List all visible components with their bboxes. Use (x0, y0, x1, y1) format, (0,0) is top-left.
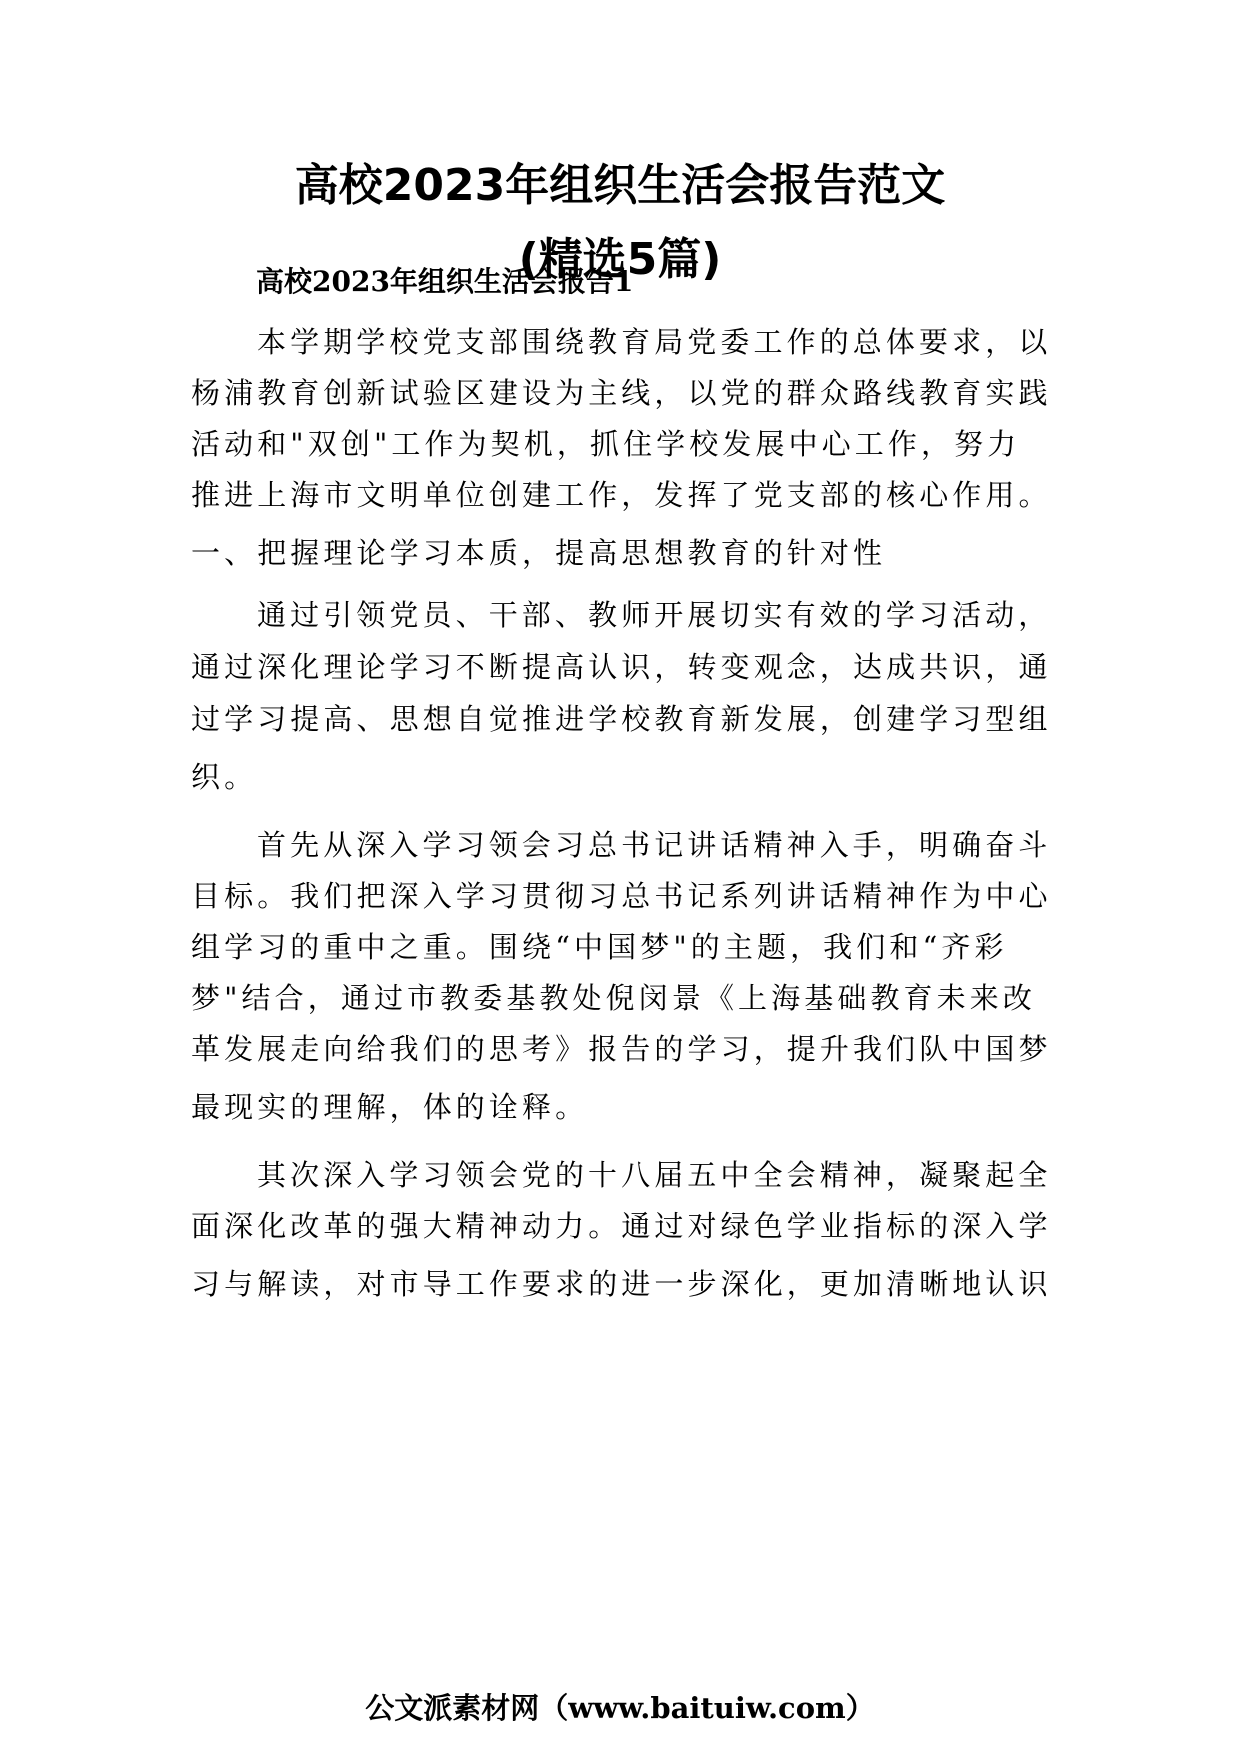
body-line: 首先从深入学习领会习总书记讲话精神入手，明确奋斗 (257, 828, 1052, 862)
body-line: 组学习的重中之重。围绕“中国梦"的主题，我们和“齐彩 (191, 930, 1008, 964)
body-line: 杨浦教育创新试验区建设为主线，以党的群众路线教育实践 (191, 376, 1052, 410)
body-line: 面深化改革的强大精神动力。通过对绿色学业指标的深入学 (191, 1209, 1052, 1243)
body-line: 活动和"双创"工作为契机，抓住学校发展中心工作，努力 (191, 427, 1021, 461)
body-line: 通过深化理论学习不断提高认识，转变观念，达成共识，通 (191, 650, 1052, 684)
section-heading: 高校2023年组织生活会报告1 (256, 265, 634, 298)
section-subheading: 一、把握理论学习本质，提高思想教育的针对性 (191, 536, 887, 570)
body-line: 革发展走向给我们的思考》报告的学习，提升我们队中国梦 (191, 1032, 1052, 1066)
body-line: 推进上海市文明单位创建工作，发挥了党支部的核心作用。 (191, 478, 1052, 512)
document-title: 高校2023年组织生活会报告范文 (294, 160, 946, 211)
body-line: 最现实的理解，体的诠释。 (191, 1090, 589, 1124)
footer-watermark: 公文派素材网（www.baituiw.com） (365, 1691, 875, 1725)
body-line: 梦"结合，通过市教委基教处倪闵景《上海基础教育未来改 (191, 981, 1036, 1015)
body-line: 目标。我们把深入学习贯彻习总书记系列讲话精神作为中心 (191, 879, 1052, 913)
body-line: 本学期学校党支部围绕教育局党委工作的总体要求，以 (257, 325, 1052, 359)
body-line: 过学习提高、思想自觉推进学校教育新发展，创建学习型组 (191, 702, 1052, 736)
body-line: 其次深入学习领会党的十八届五中全会精神，凝聚起全 (257, 1158, 1052, 1192)
body-line: 通过引领党员、干部、教师开展切实有效的学习活动， (257, 598, 1052, 632)
document-title-subtitle: (精选5篇) (518, 234, 722, 285)
body-line: 习与解读，对市导工作要求的进一步深化，更加清晰地认识 (191, 1267, 1052, 1301)
body-line: 织。 (191, 760, 258, 794)
